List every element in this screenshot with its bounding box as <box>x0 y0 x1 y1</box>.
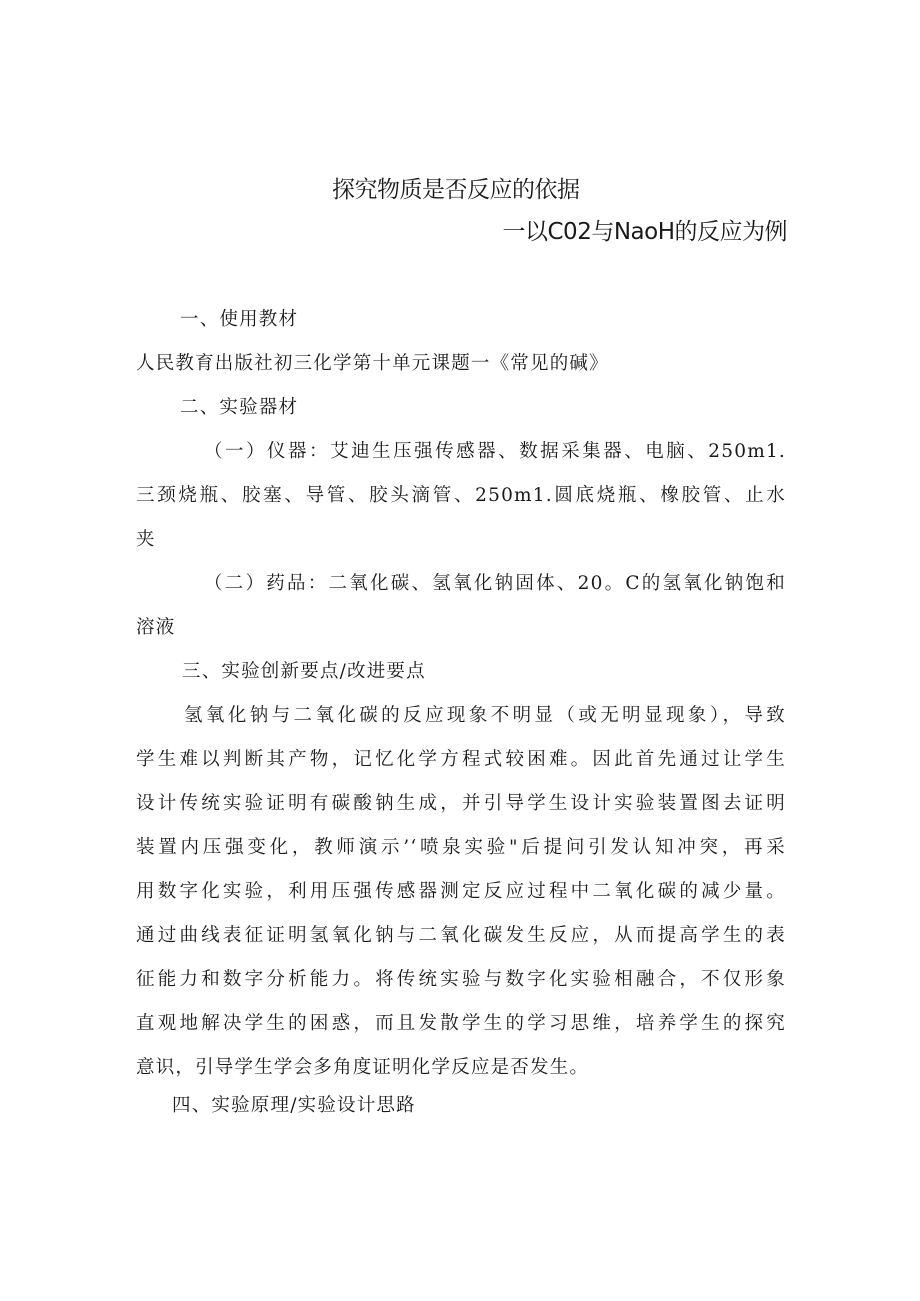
instruments-line-1: （一）仪器：艾迪生压强传感器、数据采集器、电脑、250m1. <box>204 441 786 462</box>
section-heading-principle: 四、实验原理/实验设计思路 <box>172 1095 416 1116</box>
document-title: 探究物质是否反应的依据 <box>332 177 580 203</box>
reagents-line-1: （二）药品：二氧化碳、氢氧化钠固体、20。C的氢氧化钠饱和 <box>204 573 786 594</box>
innovation-paragraph-line: 直观地解决学生的困惑，而且发散学生的学习思维，培养学生的探究 <box>136 1013 786 1034</box>
instruments-line-2: 三颈烧瓶、胶塞、导管、胶头滴管、250m1.圆底烧瓶、橡胶管、止水 <box>136 485 786 506</box>
document-body <box>136 298 786 1128</box>
innovation-paragraph-line: 意识，引导学生学会多角度证明化学反应是否发生。 <box>136 1057 590 1078</box>
innovation-paragraph-line: 学生难以判断其产物，记忆化学方程式较困难。因此首先通过让学生 <box>136 749 786 770</box>
innovation-paragraph-line: 通过曲线表征证明氢氧化钠与二氧化碳发生反应，从而提高学生的表 <box>136 925 786 946</box>
innovation-paragraph-line: 氢氧化钠与二氧化碳的反应现象不明显（或无明显现象），导致 <box>184 705 786 726</box>
innovation-paragraph-line: 装置内压强变化，教师演示’‘喷泉实验"后提问引发认知冲突，再采 <box>136 837 786 858</box>
innovation-paragraph-line: 征能力和数字分析能力。将传统实验与数字化实验相融合，不仅形象 <box>136 969 786 990</box>
innovation-paragraph-line: 设计传统实验证明有碳酸钠生成，并引导学生设计实验装置图去证明 <box>136 793 786 814</box>
section-heading-innovation: 三、实验创新要点/改进要点 <box>182 661 426 682</box>
reagents-line-2: 溶液 <box>136 617 176 638</box>
section-heading-textbook: 一、使用教材 <box>180 309 299 330</box>
instruments-line-3: 夹 <box>136 529 156 550</box>
section-heading-materials: 二、实验器材 <box>180 397 299 418</box>
innovation-paragraph-line: 用数字化实验，利用压强传感器测定反应过程中二氧化碳的减少量。 <box>136 881 786 902</box>
textbook-text: 人民教育出版社初三化学第十单元课题一《常见的碱》 <box>136 353 609 374</box>
document-subtitle: 一以C02与NaoH的反应为例 <box>502 219 787 245</box>
